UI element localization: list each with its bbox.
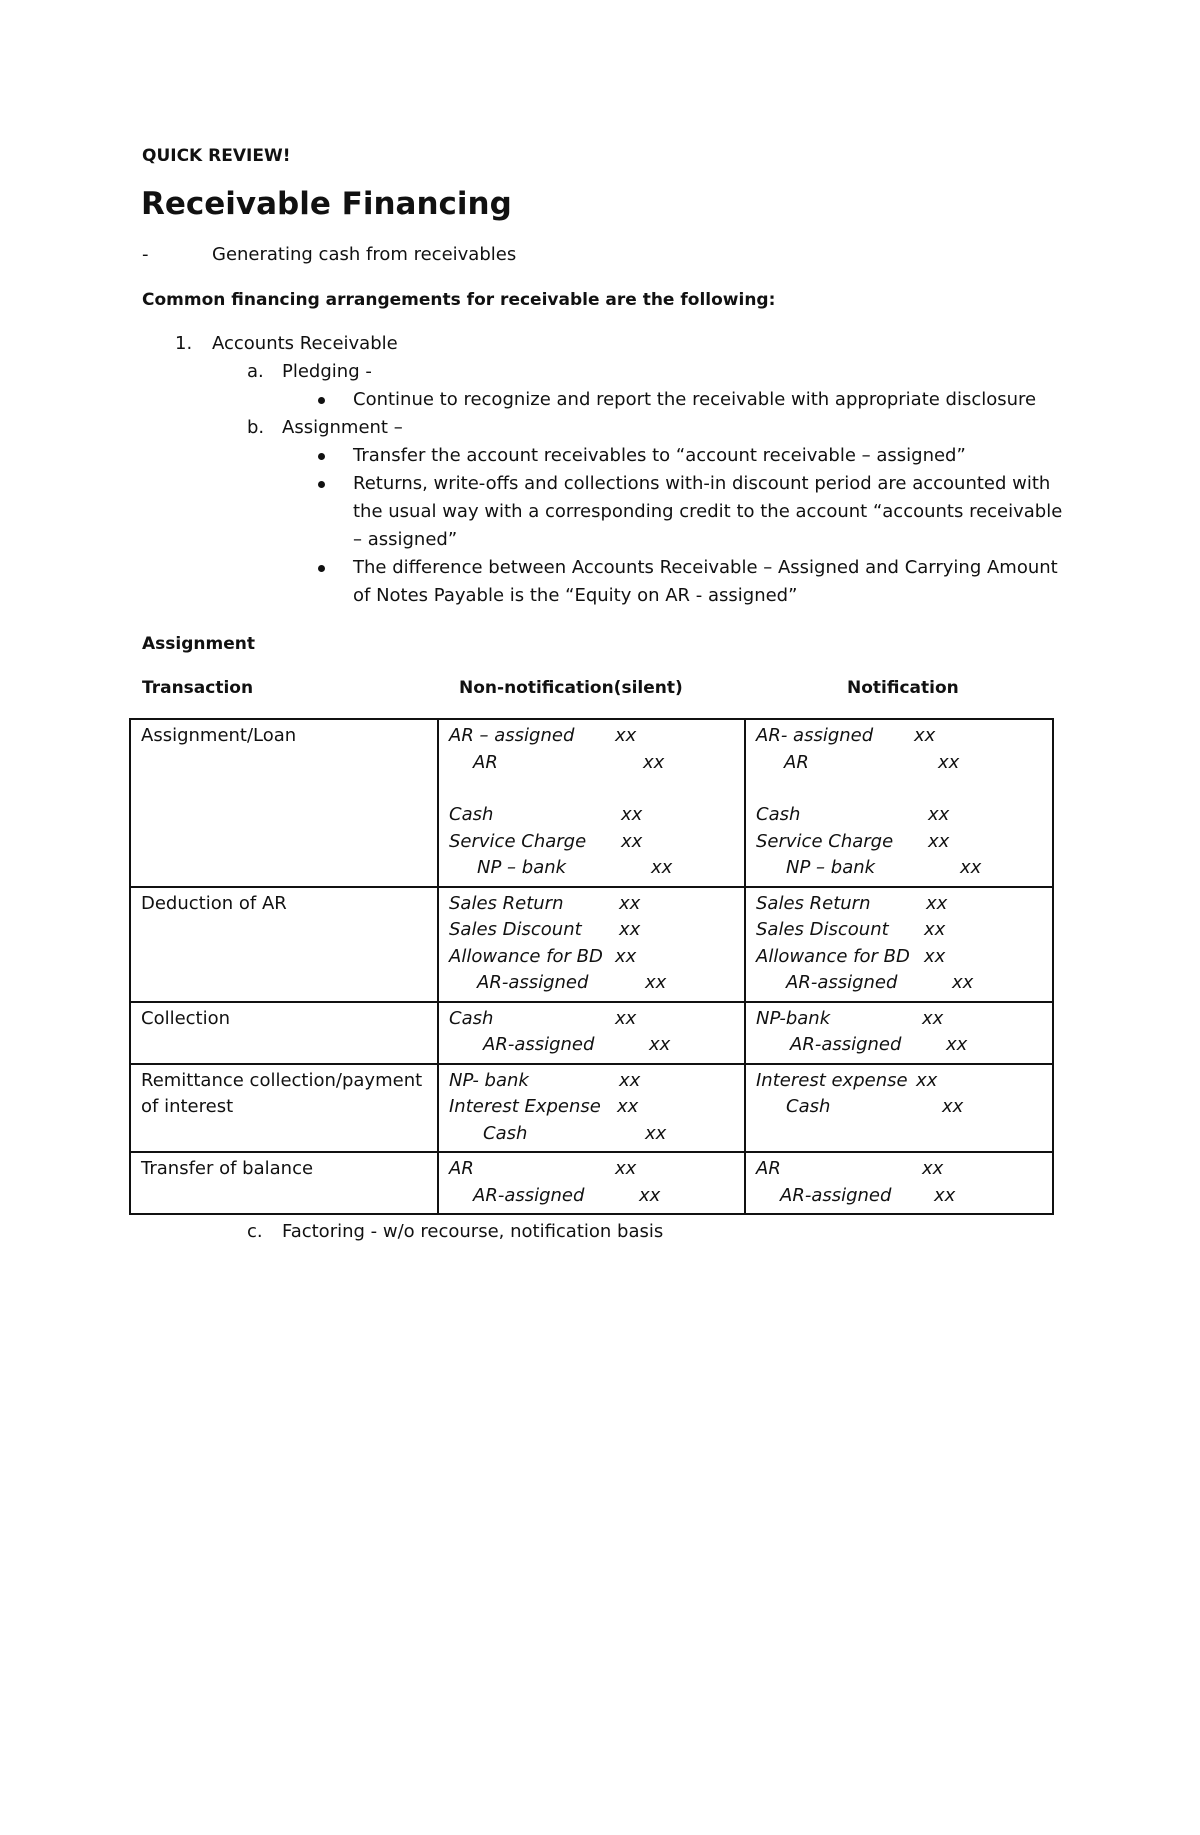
transaction-cell: Deduction of AR [130, 887, 438, 1002]
quick-review-label: QUICK REVIEW! [142, 146, 291, 166]
silent-entry-cell: AR – assigned xx AR xx Cash xx Service Charge xx NP – bank xx [438, 719, 745, 887]
list-marker-1: 1. [175, 333, 193, 354]
silent-entry-cell: NP- bank xx Interest Expense xx Cash xx [438, 1064, 745, 1153]
table-row [130, 1064, 1053, 1153]
table-header-transaction: Transaction [142, 678, 254, 698]
common-financing-heading: Common financing arrangements for receivable are the following: [142, 290, 776, 310]
assignment-journal-table [129, 718, 1054, 1215]
list-marker-b: b. [247, 417, 265, 438]
assignment-bullet-3: The difference between Accounts Receivable – Assigned and Carrying Amount of Notes Payable is the “Equity on AR - assigned” [353, 557, 1058, 606]
table-row [130, 1002, 1053, 1064]
transaction-cell: Assignment/Loan [130, 719, 438, 887]
table-row [130, 887, 1053, 1002]
notification-entry-cell: AR- assigned xx AR xx Cash xx Service Charge xx NP – bank xx [745, 719, 1053, 887]
intro-text: Generating cash from receivables [212, 244, 517, 265]
notification-entry-cell: AR xx AR-assigned xx [745, 1152, 1053, 1214]
notification-entry-cell: Interest expense xx Cash xx [745, 1064, 1053, 1153]
list-item-factoring: Factoring - w/o recourse, notification basis [282, 1221, 664, 1242]
intro-dash: - [142, 244, 149, 265]
silent-entry-cell: AR xx AR-assigned xx [438, 1152, 745, 1214]
table-header-non-notification: Non-notification(silent) [459, 678, 683, 698]
bullet-icon [318, 565, 325, 572]
list-item-accounts-receivable: Accounts Receivable [212, 333, 398, 354]
assignment-bullet-1: Transfer the account receivables to “account receivable – assigned” [353, 445, 966, 466]
list-marker-c: c. [247, 1221, 263, 1242]
assignment-bullet-2: Returns, write-offs and collections with-in discount period are accounted with the usual way with a corresponding credit to the account “accounts receivable – assigned” [353, 473, 1063, 550]
page-title: Receivable Financing [141, 186, 512, 222]
notification-entry-cell: NP-bank xx AR-assigned xx [745, 1002, 1053, 1064]
notification-entry-cell: Sales Return xx Sales Discount xx Allowance for BD xx AR-assigned xx [745, 887, 1053, 1002]
transaction-cell: Remittance collection/payment of interest [130, 1064, 438, 1153]
list-item-pledging: Pledging - [282, 361, 372, 382]
transaction-cell: Collection [130, 1002, 438, 1064]
bullet-icon [318, 481, 325, 488]
bullet-icon [318, 397, 325, 404]
transaction-cell: Transfer of balance [130, 1152, 438, 1214]
list-item-assignment: Assignment – [282, 417, 403, 438]
silent-entry-cell: Sales Return xx Sales Discount xx Allowance for BD xx AR-assigned xx [438, 887, 745, 1002]
table-header-notification: Notification [847, 678, 959, 698]
table-row [130, 719, 1053, 887]
assignment-heading: Assignment [142, 634, 255, 654]
pledging-bullet-1: Continue to recognize and report the receivable with appropriate disclosure [353, 389, 1037, 410]
bullet-icon [318, 453, 325, 460]
silent-entry-cell: Cash xx AR-assigned xx [438, 1002, 745, 1064]
list-marker-a: a. [247, 361, 264, 382]
table-row [130, 1152, 1053, 1214]
